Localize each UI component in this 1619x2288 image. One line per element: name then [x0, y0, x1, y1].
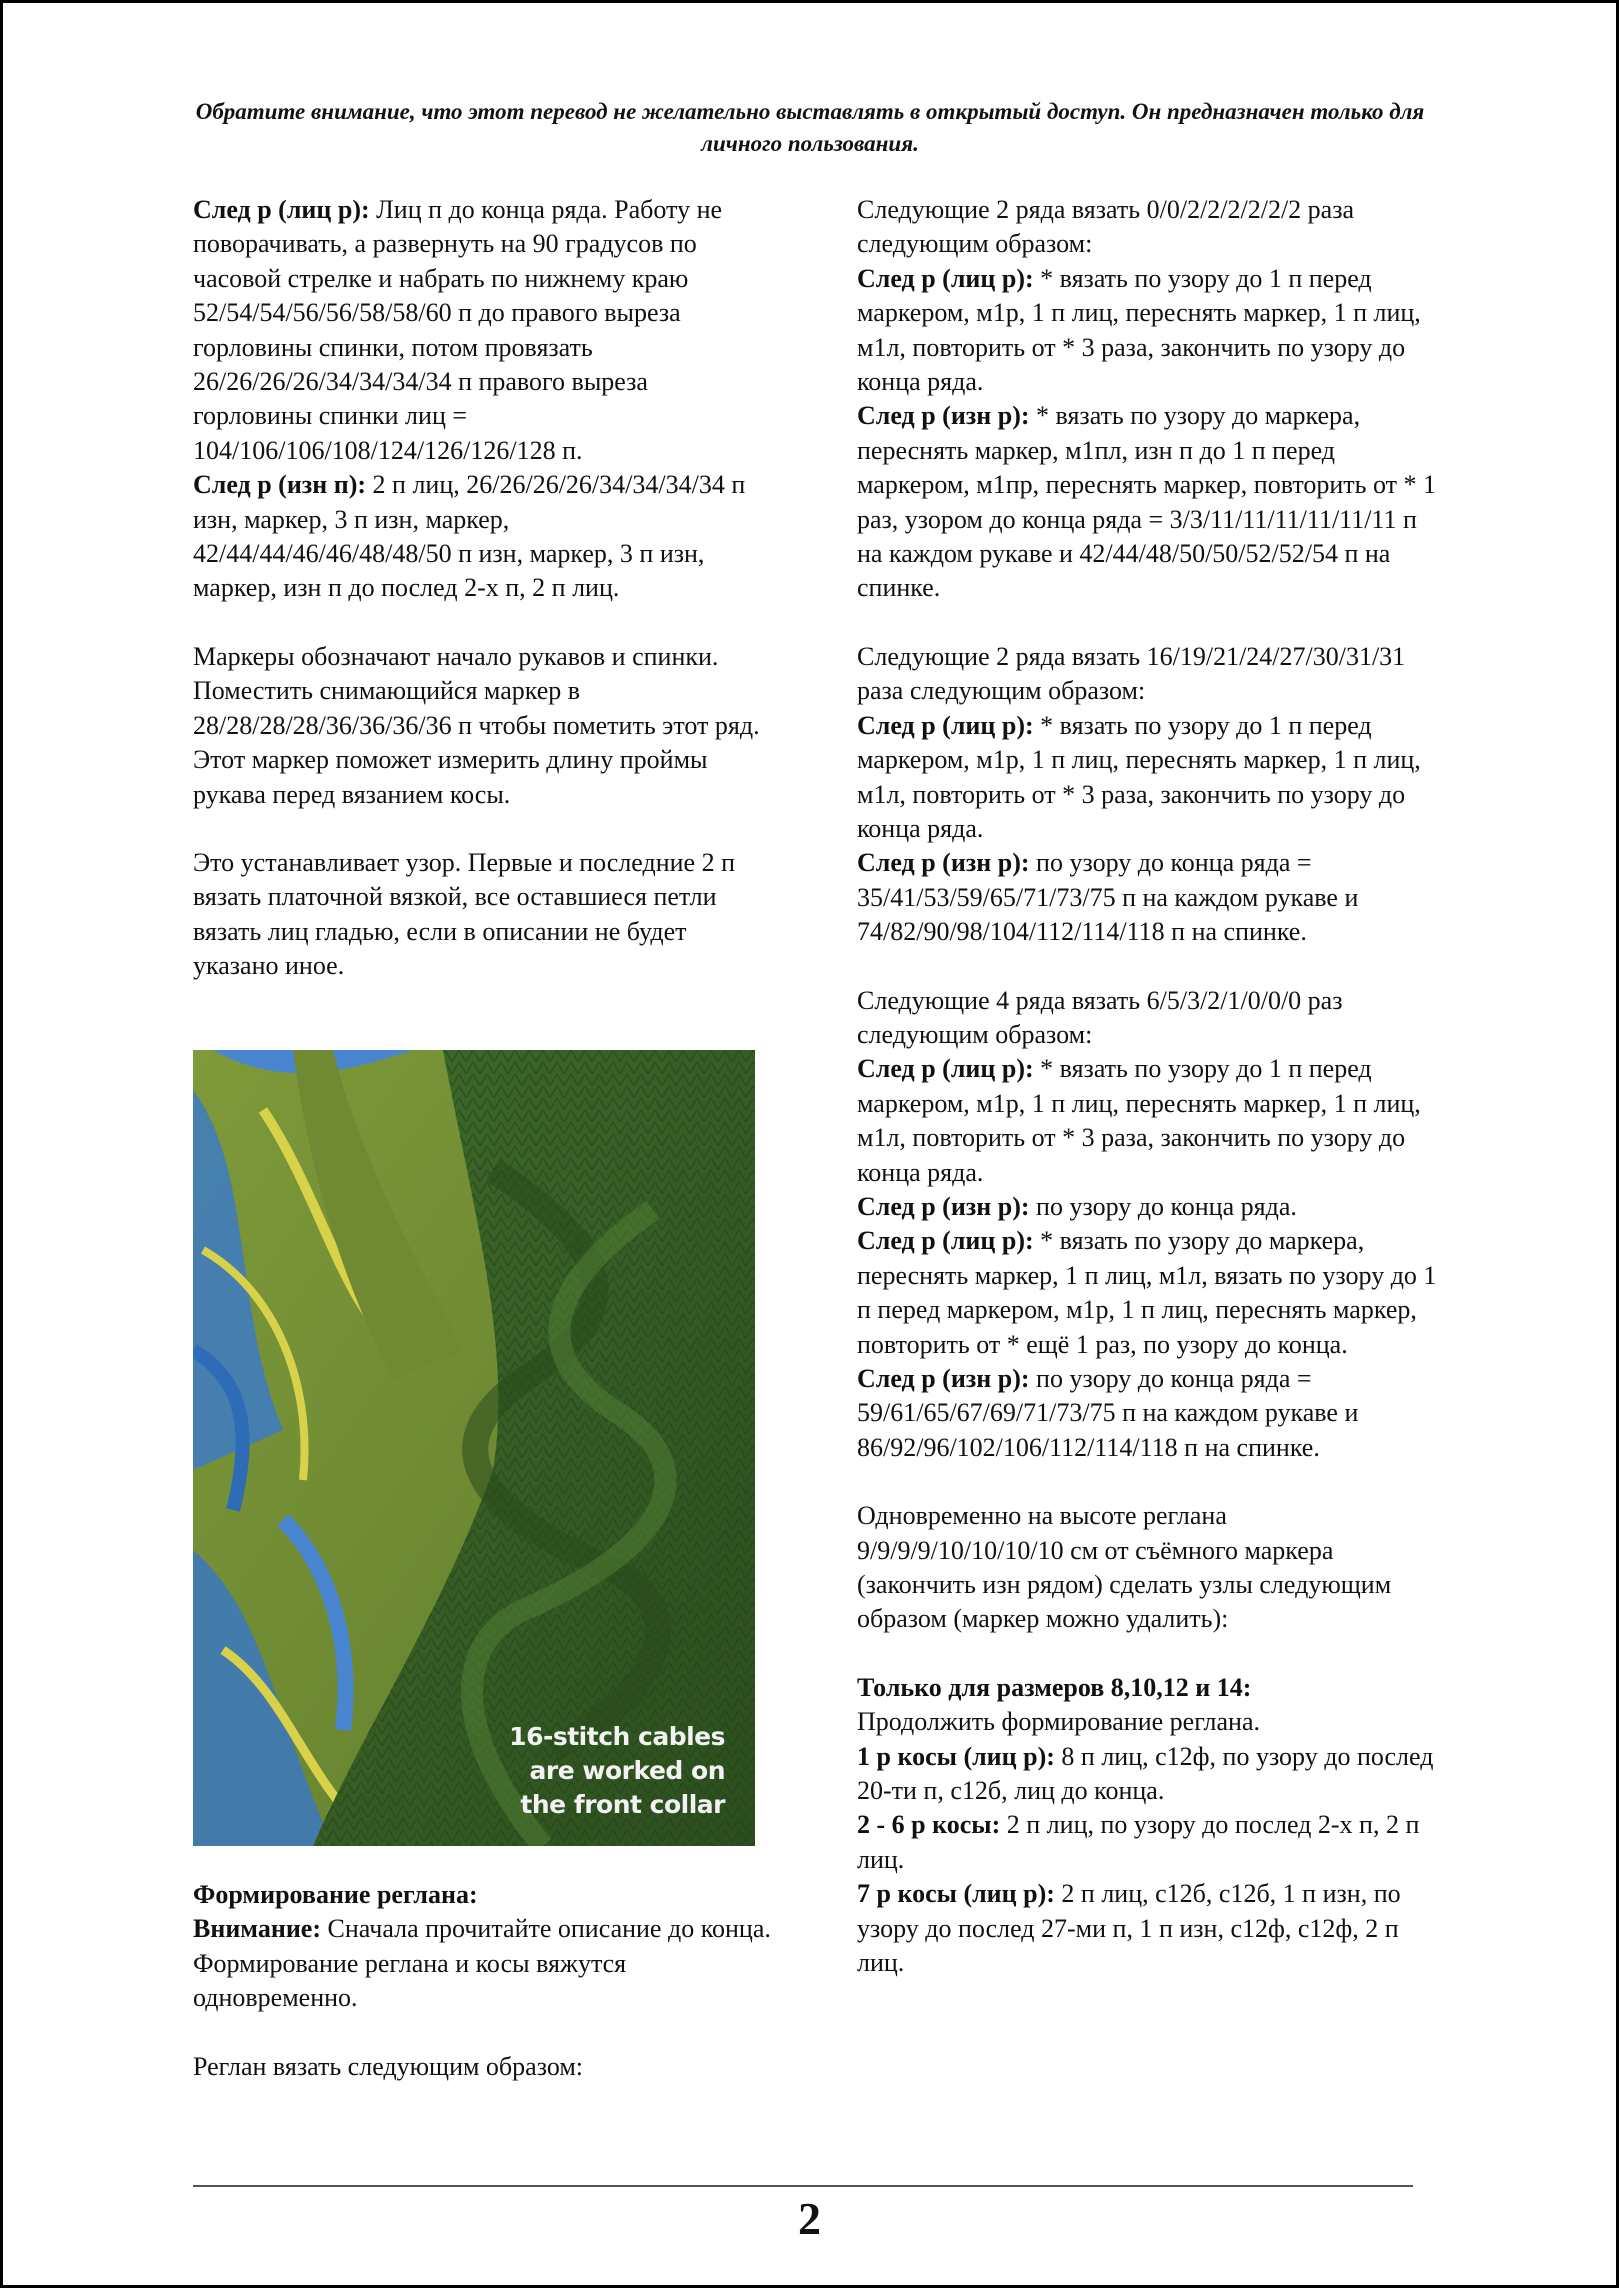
cable-knit-photo — [193, 1050, 755, 1846]
paragraph: 1 р косы (лиц р): 8 п лиц, с12ф, по узору до послед 20-ти п, с12б, лиц до конца. — [857, 1741, 1434, 1806]
paragraph: Следующие 4 ряда вязать 6/5/3/2/1/0/0/0 раз следующим образом: — [857, 985, 1343, 1049]
paragraph: След р (изн р): * вязать по узору до маркера, переснять маркер, м1пл, изн п до 1 п перед маркером, м1пр, переснять маркер, повторить от * 1 раз, узором до конца ряда = 3/3/11/11/11/11/11/11 п на каждом рукаве и 42/44/48/50/50/52/52/54 п на спинке. — [857, 401, 1436, 603]
paragraph: След р (изн р): по узору до конца ряда. — [857, 1191, 1297, 1221]
section-heading: Только для размеров 8,10,12 и 14: — [857, 1672, 1252, 1702]
paragraph: Одновременно на высоте реглана 9/9/9/9/10/10/10/10 см от съёмного маркера (закончить изн рядом) сделать узлы следующим образом (маркер можно удалить): — [857, 1501, 1392, 1634]
footer-divider — [193, 2185, 1413, 2187]
copyright-notice: Обратите внимание, что этот перевод не желательно выставлять в открытый доступ. Он предназначен только для личного пользования. — [195, 99, 1425, 156]
paragraph: Это устанавливает узор. Первые и последние 2 п вязать платочной вязкой, все оставшиеся петли вязать лиц гладью, если в описании не будет указано иное. — [193, 847, 736, 981]
page-number: 2 — [798, 2193, 821, 2244]
paragraph: Внимание: Сначала прочитайте описание до конца. Формирование реглана и косы вяжутся одновременно. — [193, 1914, 771, 2013]
paragraph: Реглан вязать следующим образом: — [193, 2051, 583, 2081]
paragraph: Маркеры обозначают начало рукавов и спинки. Поместить снимающийся маркер в 28/28/28/28/36/36/36/36 п чтобы пометить этот ряд. Этот маркер поможет измерить длину проймы рукава перед вязанием косы. — [193, 641, 760, 809]
paragraph: Следующие 2 ряда вязать 16/19/21/24/27/30/31/31 раза следующим образом: — [857, 641, 1406, 706]
paragraph: 7 р косы (лиц р): 2 п лиц, с12б, с12б, 1 п изн, по узору до послед 27-ми п, 1 п изн, с12ф, с12ф, 2 п лиц. — [857, 1879, 1401, 1978]
right-column — [857, 193, 1437, 1981]
paragraph: Продолжить формирование реглана. — [857, 1707, 1260, 1737]
paragraph: След р (лиц р): * вязать по узору до 1 п перед маркером, м1р, 1 п лиц, переснять маркер, 1 п лиц, м1л, повторить от * 3 раза, закончить по узору до конца ряда. — [857, 710, 1421, 843]
paragraph: След р (лиц р): * вязать по узору до 1 п перед маркером, м1р, 1 п лиц, переснять маркер, 1 п лиц, м1л, повторить от * 3 раза, закончить по узору до конца ряда. — [857, 263, 1421, 397]
photo-caption: 16-stitch cables are worked on the front collar — [509, 1722, 725, 1819]
paragraph: След р (лиц р): * вязать по узору до 1 п перед маркером, м1р, 1 п лиц, переснять маркер, 1 п лиц, м1л, повторить от * 3 раза, закончить по узору до конца ряда. — [857, 1054, 1421, 1187]
paragraph: Следующие 2 ряда вязать 0/0/2/2/2/2/2/2 раза следующим образом: — [857, 195, 1355, 259]
left-column — [193, 193, 773, 984]
paragraph: След р (изн р): по узору до конца ряда = 59/61/65/67/69/71/73/75 п на каждом рукаве и 86/92/96/102/106/112/114/118 п на спинке. — [857, 1364, 1359, 1462]
paragraph: След р (изн р): по узору до конца ряда = 35/41/53/59/65/71/73/75 п на каждом рукаве и 74/82/90/98/104/112/114/118 п на спинке. — [857, 848, 1359, 947]
paragraph: След р (лиц р): * вязать по узору до маркера, переснять маркер, 1 п лиц, м1л, вязать по узору до 1 п перед маркером, м1р, 1 п лиц, переснять маркер, повторить от * ещё 1 раз, по узору до конца. — [857, 1226, 1437, 1359]
paragraph: 2 - 6 р косы: 2 п лиц, по узору до послед 2-х п, 2 п лиц. — [857, 1810, 1420, 1874]
paragraph: След р (изн п): 2 п лиц, 26/26/26/26/34/34/34/34 п изн, маркер, 3 п изн, маркер, 42/44/44/46/46/48/48/50 п изн, маркер, 3 п изн, маркер, изн п до послед 2-х п, 2 п лиц. — [193, 470, 746, 603]
raglan-section — [193, 1878, 773, 2084]
paragraph: След р (лиц р): Лиц п до конца ряда. Работу не поворачивать, а развернуть на 90 градусов по часовой стрелке и набрать по нижнему краю 52/54/54/56/56/58/58/60 п до правого выреза горловины спинки, потом провязать 26/26/26/26/34/34/34/34 п правого выреза горловины спинки лиц = 104/106/106/108/124/126/126/128 п. — [193, 195, 723, 465]
section-heading: Формирование реглана: — [193, 1880, 478, 1909]
